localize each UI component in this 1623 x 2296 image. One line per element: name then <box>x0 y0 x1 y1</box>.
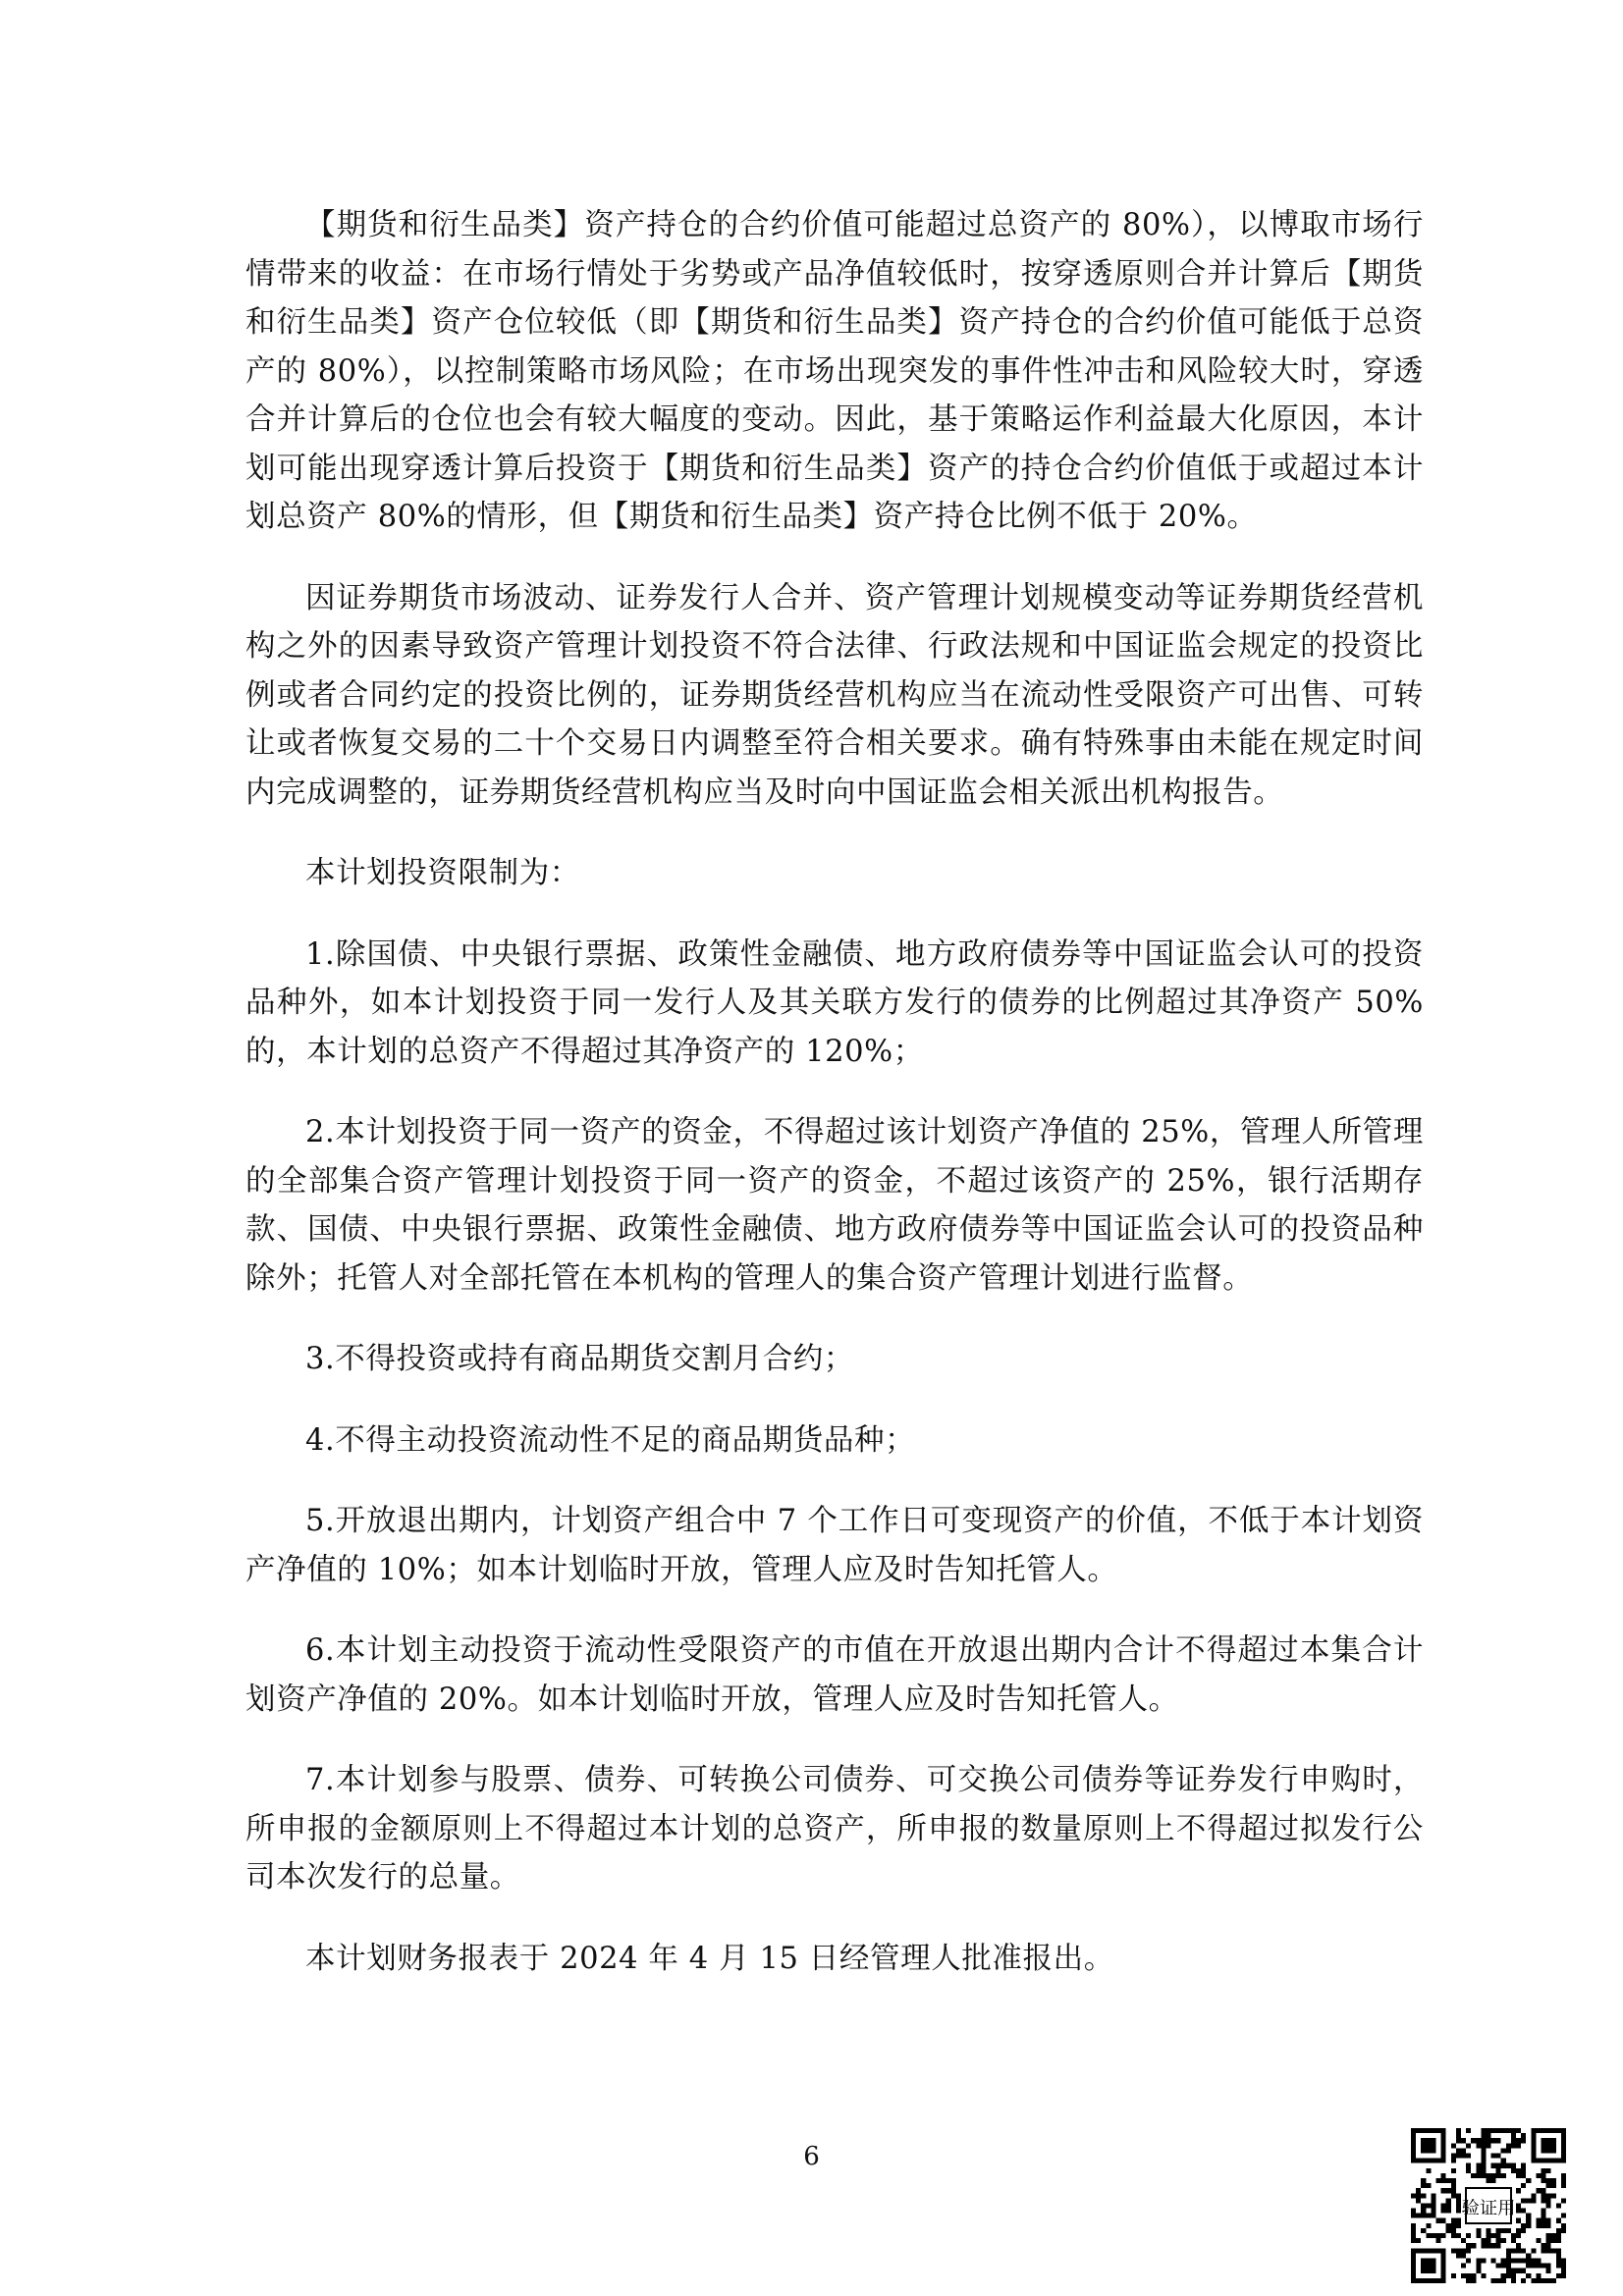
document-body <box>245 201 1424 2015</box>
paragraph-futures-position: 【期货和衍生品类】资产持仓的合约价值可能超过总资产的 80%），以博取市场行情带来的收益：在市场行情处于劣势或产品净值较低时，按穿透原则合并计算后【期货和衍生品类】资产仓位较低（即【期货和衍生品类】资产持仓的合约价值可能低于总资产的 80%），以控制策略市场风险；在市场出现突发的事件性冲击和风险较大时，穿透合并计算后的仓位也会有较大幅度的变动。因此，基于策略运作利益最大化原因，本计划可能出现穿透计算后投资于【期货和衍生品类】资产的持仓合约价值低于或超过本计划总资产 80%的情形，但【期货和衍生品类】资产持仓比例不低于 20%。 <box>245 208 1424 534</box>
restriction-item-2: 2.本计划投资于同一资产的资金，不得超过该计划资产净值的 25%，管理人所管理的全部集合资产管理计划投资于同一资产的资金，不超过该资产的 25%，银行活期存款、国债、中央银行票据、政策性金融债、地方政府债券等中国证监会认可的投资品种除外；托管人对全部托管在本机构的管理人的集合资产管理计划进行监督。 <box>245 1115 1424 1296</box>
restriction-item-3: 3.不得投资或持有商品期货交割月合约； <box>305 1342 854 1376</box>
page-number: 6 <box>803 2142 820 2171</box>
paragraph-approval-date: 本计划财务报表于 2024 年 4 月 15 日经管理人批准报出。 <box>305 1941 1114 1976</box>
restriction-item-7: 7.本计划参与股票、债券、可转换公司债券、可交换公司债券等证券发行申购时，所申报的金额原则上不得超过本计划的总资产，所申报的数量原则上不得超过拟发行公司本次发行的总量。 <box>245 1763 1424 1895</box>
restriction-item-1: 1.除国债、中央银行票据、政策性金融债、地方政府债券等中国证监会认可的投资品种外，如本计划投资于同一发行人及其关联方发行的债券的比例超过其净资产 50%的，本计划的总资产不得超过其净资产的 120%； <box>245 936 1424 1069</box>
restriction-item-5: 5.开放退出期内，计划资产组合中 7 个工作日可变现资产的价值，不低于本计划资产净值的 10%；如本计划临时开放，管理人应及时告知托管人。 <box>245 1504 1424 1587</box>
restriction-item-4: 4.不得主动投资流动性不足的商品期货品种； <box>305 1422 916 1458</box>
paragraph-restrictions-intro: 本计划投资限制为： <box>305 856 580 890</box>
qr-label: 验证用 <box>1461 2198 1516 2219</box>
verification-qr-code-icon[interactable] <box>1411 2128 1566 2283</box>
restriction-item-6: 6.本计划主动投资于流动性受限资产的市值在开放退出期内合计不得超过本集合计划资产净值的 20%。如本计划临时开放，管理人应及时告知托管人。 <box>245 1633 1424 1717</box>
paragraph-ratio-adjustment: 因证券期货市场波动、证券发行人合并、资产管理计划规模变动等证券期货经营机构之外的因素导致资产管理计划投资不符合法律、行政法规和中国证监会规定的投资比例或者合同约定的投资比例的，证券期货经营机构应当在流动性受限资产可出售、可转让或者恢复交易的二十个交易日内调整至符合相关要求。确有特殊事由未能在规定时间内完成调整的，证券期货经营机构应当及时向中国证监会相关派出机构报告。 <box>245 580 1424 810</box>
